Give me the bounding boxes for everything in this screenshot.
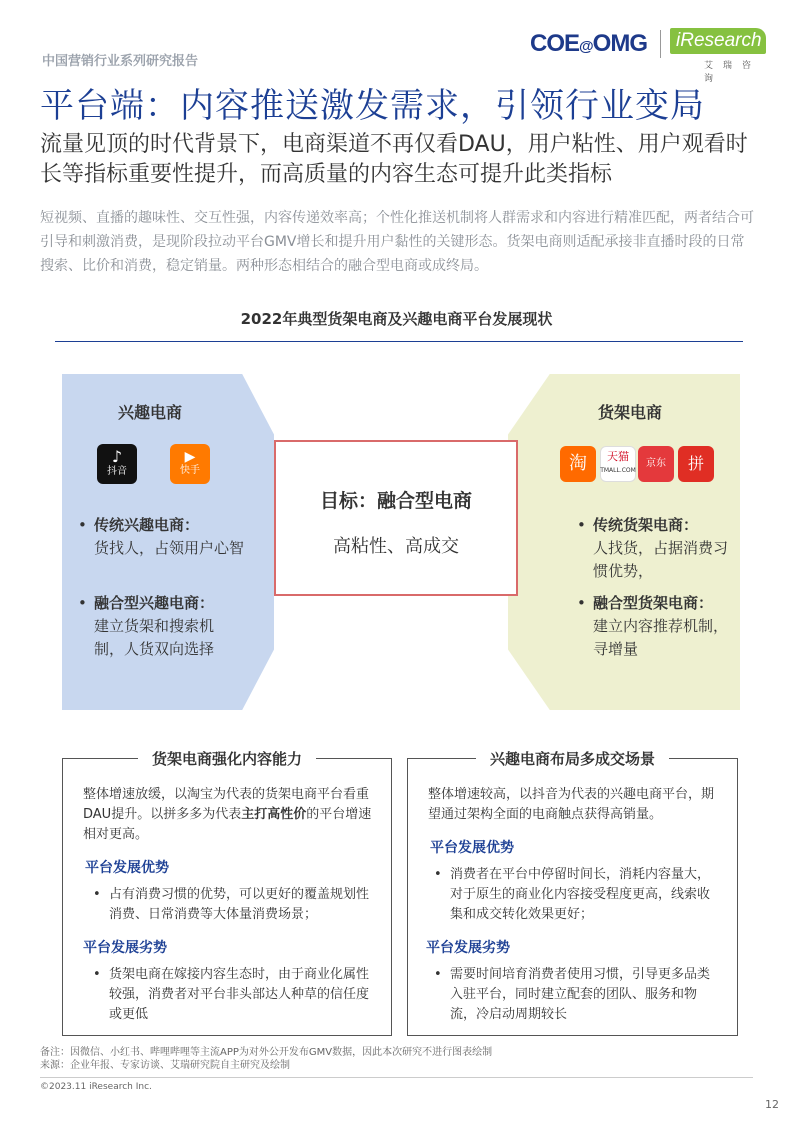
shelf-content-card-body: 整体增速放缓，以淘宝为代表的货架电商平台看重DAU提升。以拼多多为代表主打高性价的平台增速相对更高。 (83, 787, 372, 842)
taobao-app-icon: 淘 (560, 446, 596, 482)
shelf-content-card-title: 货架电商强化内容能力 (138, 750, 316, 768)
footer-note: 备注：因微信、小红书、哔哩哔哩等主流APP为对外公开发布GMV数据，因此本次研究不进行图表绘制 (40, 1047, 493, 1058)
diagram-title-rule (55, 341, 743, 342)
interest-disadvantage-heading: 平台发展劣势 (426, 940, 510, 956)
fusion-goal-box (274, 440, 518, 596)
intro-paragraph: 短视频、直播的趣味性、交互性强，内容传递效率高；个性化推送机制将人群需求和内容进行精准匹配，两者结合可引导和刺激消费，是现阶段拉动平台GMV增长和提升用户黏性的关键形态。货架电商则适配承接非直播时段的日常搜索、比价和消费，稳定销量。两种形态相结合的融合型电商或成终局。 (40, 210, 754, 274)
brand-logos (530, 24, 770, 84)
page-subtitle: 流量见顶的时代背景下，电商渠道不再仅看DAU，用户粘性、用户观看时长等指标重要性提升，而高质量的内容生态可提升此类指标 (40, 132, 748, 187)
report-series-label: 中国营销行业系列研究报告 (42, 54, 199, 69)
page-title: 平台端：内容推送激发需求，引领行业变局 (40, 86, 705, 126)
iresearch-logo: iResearch (670, 28, 766, 54)
diagram-title: 2022年典型货架电商及兴趣电商平台发展现状 (240, 310, 553, 328)
shelf-bullet-traditional: • 传统货架电商： 人找货，占据消费习惯优势， (577, 516, 729, 580)
interest-scene-card (407, 750, 738, 1036)
interest-disadvantage-bullet: • 需要时间培育消费者使用习惯，引导更多品类入驻平台，同时建立配套的团队、服务和物流，冷启动周期较长 (434, 967, 711, 1022)
interest-ecommerce-heading: 兴趣电商 (118, 403, 183, 422)
footer-source: 来源：企业年报、专家访谈、艾瑞研究院自主研究及绘制 (40, 1060, 290, 1071)
shelf-advantage-heading: 平台发展优势 (85, 860, 169, 876)
footer-rule (40, 1077, 753, 1078)
shelf-disadvantage-bullet: • 货架电商在嫁接内容生态时，由于商业化属性较强，消费者对平台非头部达人种草的信任度或更低 (93, 967, 370, 1022)
shelf-ecommerce-heading: 货架电商 (598, 403, 663, 422)
shelf-disadvantage-heading: 平台发展劣势 (83, 940, 167, 956)
pinduoduo-app-icon: 拼 (678, 446, 714, 482)
interest-bullet-traditional: • 传统兴趣电商： 货找人，占领用户心智 (78, 516, 245, 557)
copyright: ©2023.11 iResearch Inc. (40, 1082, 152, 1092)
shelf-bullet-fusion: • 融合型货架电商： 建立内容推荐机制，寻增量 (577, 594, 729, 658)
shelf-advantage-bullet: • 占有消费习惯的优势，可以更好的覆盖规划性消费、日常消费等大体量消费场景； (93, 887, 370, 922)
jd-app-icon: 京东 (638, 446, 674, 482)
page-number: 12 (765, 1098, 779, 1111)
kuaishou-app-icon: ▶ 快手 (170, 444, 210, 484)
interest-scene-card-body: 整体增速较高，以抖音为代表的兴趣电商平台，期望通过架构全面的电商触点获得高销量。 (428, 787, 715, 822)
logo-divider (660, 30, 661, 58)
douyin-app-icon: ♪ 抖音 (97, 444, 137, 484)
interest-advantage-heading: 平台发展优势 (430, 840, 514, 856)
coe-omg-logo: COE@OMG (530, 30, 647, 57)
iresearch-cn-label: 艾瑞咨询 (704, 61, 762, 84)
interest-bullet-fusion: • 融合型兴趣电商： 建立货架和搜索机制，人货双向选择 (78, 594, 215, 658)
fusion-goal-title: 目标：融合型电商 (319, 490, 472, 512)
fusion-goal-subtitle: 高粘性、高成交 (333, 536, 459, 557)
interest-advantage-bullet: • 消费者在平台中停留时间长，消耗内容量大，对于原生的商业化内容接受程度更高，线索收集和成交转化效果更好； (434, 867, 711, 922)
shelf-content-card (62, 750, 392, 1036)
footer-notes (40, 1046, 492, 1072)
interest-scene-card-title: 兴趣电商布局多成交场景 (476, 750, 669, 768)
tmall-app-icon: 天猫 TMALL.COM (600, 446, 636, 482)
